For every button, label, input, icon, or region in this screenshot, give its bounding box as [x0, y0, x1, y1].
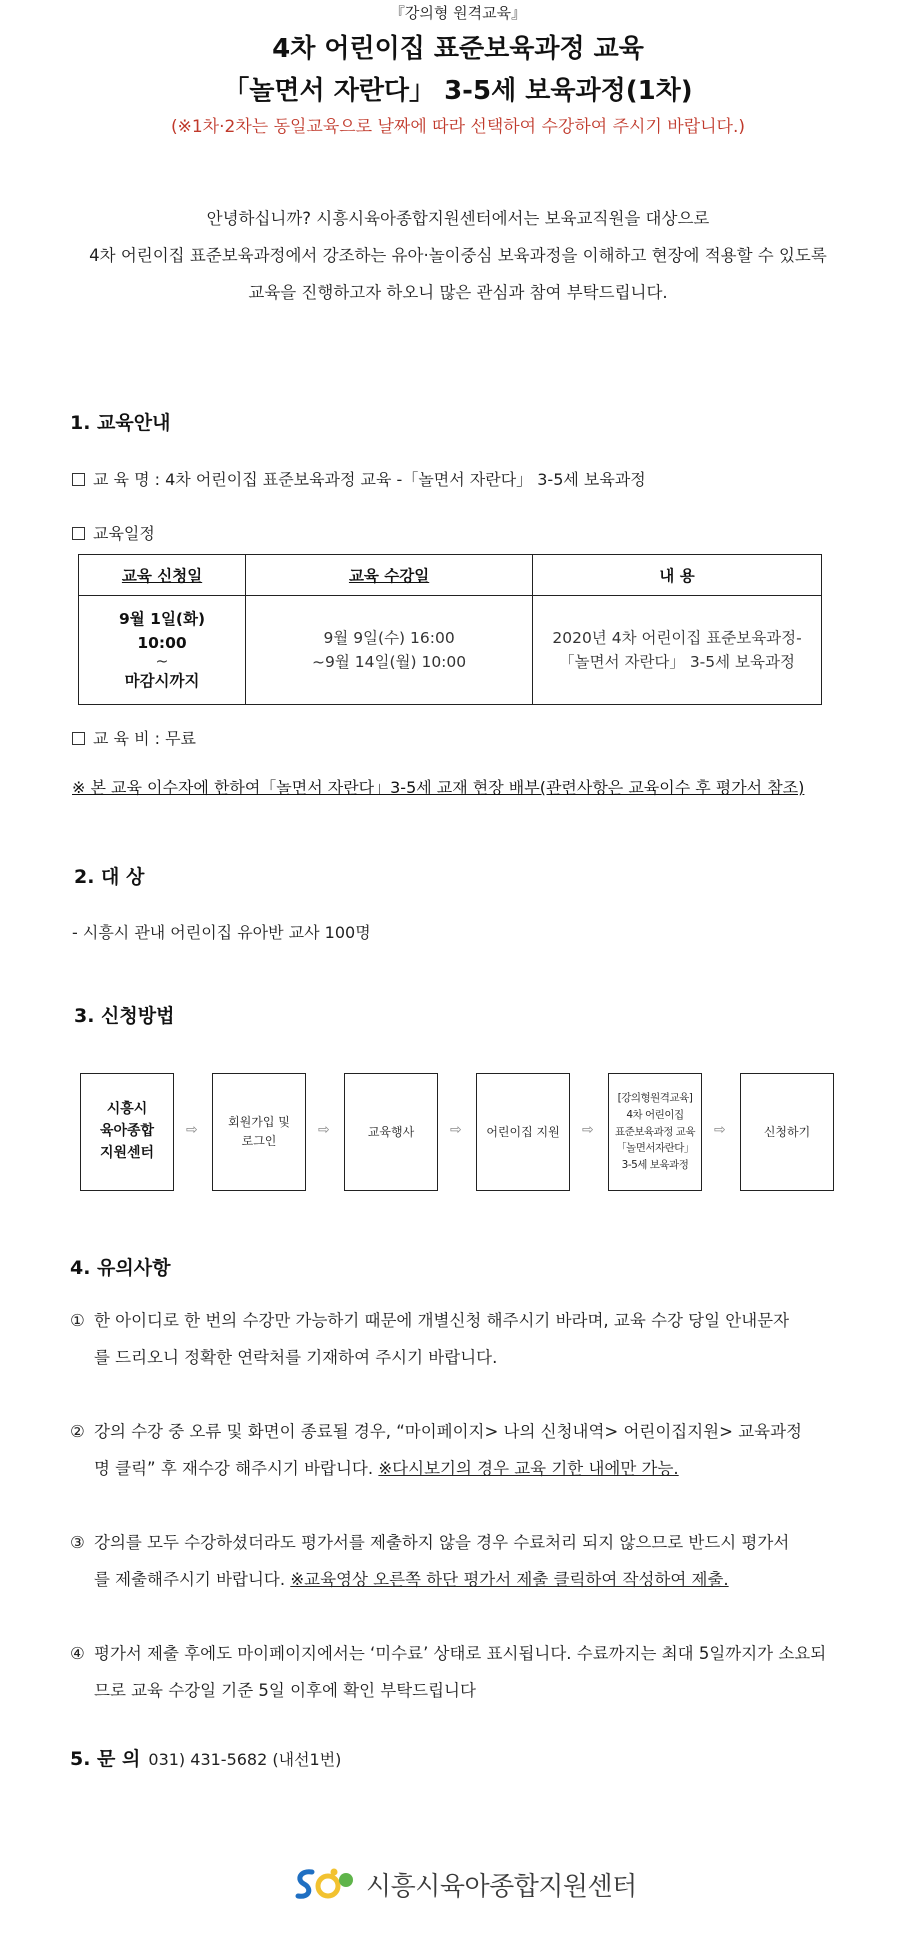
- target-line: - 시흥시 관내 어린이집 유아반 교사 100명: [72, 923, 371, 942]
- flow-arrow-icon: ⇨: [450, 1122, 462, 1138]
- footer-brand: [290, 1864, 637, 1904]
- checkbox-icon: [72, 473, 85, 486]
- flow-arrow-icon: ⇨: [186, 1122, 198, 1138]
- section3-heading: 3. 신청방법: [74, 1005, 175, 1027]
- flow-step-apply: 신청하기: [740, 1073, 834, 1191]
- notice-item: ① 한 아이디로 한 번의 수강만 가능하기 때문에 개별신청 해주시기 바라며, 교육 수강 당일 안내문자 를 드리오니 정확한 연락처를 기재하여 주시기 바랍니다.: [70, 1311, 790, 1367]
- notice-item: ② 강의 수강 중 오류 및 화면이 종료될 경우, “마이페이지> 나의 신청내역> 어린이집지원> 교육과정 명 클릭” 후 재수강 해주시기 바랍니다. ※다시보기의 경우 교육 기한 내에만 가능.: [70, 1422, 802, 1478]
- eyebrow-label: 『강의형 원격교육』: [389, 4, 527, 22]
- content-cell: 2020년 4차 어린이집 표준보육과정- 「놀면서 자란다」 3-5세 보육과정: [533, 596, 822, 705]
- fee-line: [72, 726, 196, 749]
- flow-step-login: 회원가입 및 로그인: [212, 1073, 306, 1191]
- notice-item: ④ 평가서 제출 후에도 마이페이지에서는 ‘미수료’ 상태로 표시됩니다. 수료까지는 최대 5일까지가 소요되 므로 교육 수강일 기준 5일 이후에 확인 부탁드립니다: [70, 1644, 827, 1700]
- flow-arrow-icon: ⇨: [714, 1122, 726, 1138]
- section2-heading: 2. 대 상: [74, 866, 145, 888]
- checkbox-icon: [72, 732, 85, 745]
- schedule-label-line: [72, 521, 155, 544]
- apply-date-cell: 9월 1일(화) 10:00 ~ 마감시까지: [79, 596, 246, 705]
- section4-heading: 4. 유의사항: [70, 1257, 171, 1279]
- page-title-line2: 「놀면서 자란다」 3-5세 보육과정(1차): [223, 76, 693, 106]
- notice-item: ③ 강의를 모두 수강하셨더라도 평가서를 제출하지 않을 경우 수료처리 되지 않으므로 반드시 평가서 를 제출해주시기 바랍니다. ※교육영상 오른쪽 하단 평가서 제출 클릭하여 작성하여 제출.: [70, 1533, 790, 1589]
- table-header-attend: 교육 수강일: [246, 555, 533, 596]
- flow-step-daycare-support: 어린이집 지원: [476, 1073, 570, 1191]
- org-logo-icon: [290, 1864, 360, 1904]
- page-title-line1: 4차 어린이집 표준보육과정 교육: [272, 34, 644, 64]
- textbook-note: ※ 본 교육 이수자에 한하여「놀면서 자란다」3-5세 교재 현장 배부(관련사항은 교육이수 후 평가서 참조): [72, 778, 805, 797]
- schedule-table: [78, 554, 822, 705]
- contact-line: [70, 1744, 341, 1771]
- fee-text: 교 육 비 : 무료: [93, 729, 197, 748]
- intro-line3: 교육을 진행하고자 하오니 많은 관심과 참여 부탁드립니다.: [248, 283, 668, 302]
- section1-heading: 1. 교육안내: [70, 412, 171, 434]
- course-name-line: [72, 467, 646, 490]
- table-header-apply: 교육 신청일: [79, 555, 246, 596]
- intro-line1: 안녕하십니까? 시흥시육아종합지원센터에서는 보육교직원을 대상으로: [206, 209, 710, 228]
- org-name: 시흥시육아종합지원센터: [366, 1871, 637, 1902]
- flow-arrow-icon: ⇨: [318, 1122, 330, 1138]
- red-notice: (※1차·2차는 동일교육으로 날짜에 따라 선택하여 수강하여 주시기 바랍니다.): [170, 117, 745, 137]
- course-name-text: 교 육 명 : 4차 어린이집 표준보육과정 교육 -「놀면서 자란다」 3-5세 보육과정: [93, 470, 646, 489]
- checkbox-icon: [72, 527, 85, 540]
- table-header-row: [79, 555, 822, 596]
- flow-step-events: 교육행사: [344, 1073, 438, 1191]
- table-header-content: 내 용: [533, 555, 822, 596]
- contact-label: 5. 문 의: [70, 1748, 141, 1770]
- flow-step-center: 시흥시 육아종합 지원센터: [80, 1073, 174, 1191]
- contact-phone: 031) 431-5682 (내선1번): [148, 1750, 342, 1769]
- flow-step-course: [강의형원격교육] 4차 어린이집 표준보육과정 교육 「놀면서자란다」 3-5세 보육과정: [608, 1073, 702, 1191]
- intro-line2: 4차 어린이집 표준보육과정에서 강조하는 유아·놀이중심 보육과정을 이해하고 현장에 적용할 수 있도록: [89, 246, 827, 265]
- flow-arrow-icon: ⇨: [582, 1122, 594, 1138]
- attend-date-cell: 9월 9일(수) 16:00 ~9월 14일(월) 10:00: [246, 596, 533, 705]
- schedule-label-text: 교육일정: [93, 524, 155, 543]
- table-row: [79, 596, 822, 705]
